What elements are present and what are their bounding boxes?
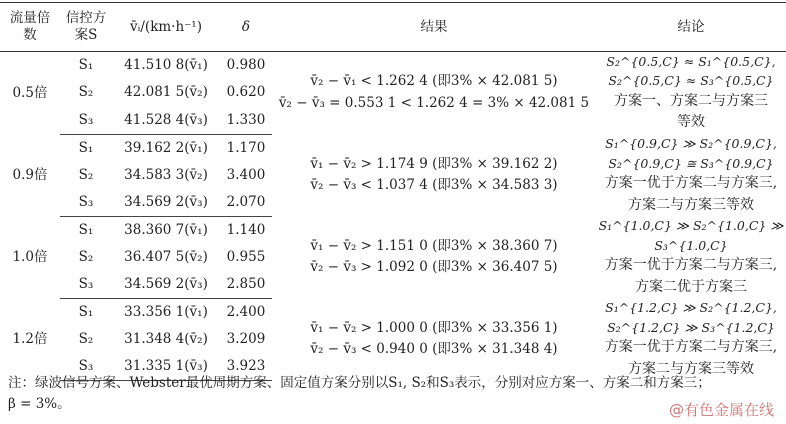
conclusion-line: 方案二与方案三等效 [628, 196, 754, 213]
speed-cell: 36.407 5(v̄₂) [124, 248, 208, 265]
delta-cell: 3.209 [226, 331, 266, 347]
results-table [0, 2, 786, 381]
conclusion-cell [596, 298, 786, 380]
table-row [0, 52, 786, 80]
conclusion-formula: S₁^{1.0,C} ≫ S₂^{1.0,C} ≫ S₃^{1.0,C} [598, 218, 784, 253]
result-line: v̄₁ − v̄₂ > 1.174 9 (即3% × 39.162 2) [310, 155, 558, 172]
conclusion-cell [596, 134, 786, 216]
note-line: 注：绿波信号方案、Webster最优周期方案、固定值方案分别以S₁, S₂和S₃表示，分别对应方案一、方案二和方案三； [8, 375, 711, 391]
speed-cell: 33.356 1(v̄₁) [124, 303, 208, 320]
header-conclusion: 结论 [596, 3, 786, 52]
flow-factor-cell: 1.2倍 [12, 331, 48, 347]
delta-cell: 0.955 [226, 248, 266, 265]
conclusion-line: 方案一优于方案二与方案三, [604, 339, 778, 356]
result-cell [272, 134, 596, 216]
result-cell [272, 298, 596, 380]
result-line: v̄₂ − v̄₁ < 1.262 4 (即3% × 42.081 5) [310, 73, 558, 90]
speed-cell: 34.569 2(v̄₃) [112, 189, 220, 216]
conclusion-line: 方案一、方案二与方案三 [614, 92, 768, 109]
speed-cell: 39.162 2(v̄₁) [124, 139, 208, 156]
conclusion-line: 方案一优于方案二与方案三, [604, 257, 778, 273]
conclusion-line: 等效 [677, 114, 705, 131]
table-row [0, 298, 786, 325]
delta-cell: 2.070 [220, 189, 272, 216]
note-line: β = 3%。 [8, 395, 71, 412]
header-row [0, 3, 786, 52]
conclusion-formula: S₁^{1.2,C} ≫ S₂^{1.2,C}, S₂^{1.2,C} ≫ S₃^{1.2,C} [605, 300, 777, 335]
speed-cell: 34.569 2(v̄₃) [112, 271, 220, 298]
scheme-cell: S₃ [60, 107, 112, 135]
result-line: v̄₁ − v̄₂ > 1.000 0 (即3% × 33.356 1) [310, 319, 558, 336]
scheme-cell: S₂ [78, 84, 94, 101]
header-flow-factor: 流量倍数 [0, 3, 60, 52]
speed-cell: 41.528 4(v̄₃) [112, 107, 220, 135]
conclusion-formula: S₁^{0.9,C} ≫ S₂^{0.9,C}, S₂^{0.9,C} ≅ S₃^{0.9,C} [605, 136, 777, 171]
header-scheme: 信控方案S [60, 3, 112, 52]
table-row [0, 216, 786, 243]
speed-cell: 38.360 7(v̄₁) [124, 221, 208, 238]
delta-cell: 3.400 [226, 166, 266, 183]
scheme-cell: S₂ [78, 166, 94, 183]
scheme-cell: S₁ [78, 57, 94, 74]
speed-cell: 41.510 8(v̄₁) [124, 57, 208, 74]
scheme-cell: S₂ [78, 248, 94, 265]
scheme-cell: S₁ [78, 221, 94, 238]
scheme-cell: S₃ [60, 271, 112, 298]
header-speed: v̄ᵢ/(km·h⁻¹) [112, 3, 220, 52]
scheme-cell: S₂ [78, 331, 94, 347]
speed-cell: 42.081 5(v̄₂) [124, 84, 208, 101]
conclusion-formula: S₂^{0.5,C} ≈ S₁^{0.5,C}, S₂^{0.5,C} ≈ S₃^{0.5,C} [606, 54, 776, 89]
watermark: @有色金属在线 [668, 401, 774, 419]
delta-cell: 3.923 [220, 353, 272, 380]
speed-cell: 31.348 4(v̄₂) [124, 331, 208, 347]
header-result: 结果 [272, 3, 596, 52]
table-row [0, 134, 786, 161]
result-line: v̄₂ − v̄₃ < 1.037 4 (即3% × 34.583 3) [310, 177, 558, 194]
flow-factor-cell: 0.9倍 [12, 166, 48, 183]
conclusion-line: 方案一优于方案二与方案三, [604, 174, 778, 191]
result-line: v̄₂ − v̄₃ > 1.092 0 (即3% × 36.407 5) [310, 259, 558, 276]
scheme-cell: S₃ [60, 189, 112, 216]
result-line: v̄₁ − v̄₂ > 1.151 0 (即3% × 38.360 7) [310, 237, 558, 254]
table-note [8, 373, 778, 415]
result-line: v̄₂ − v̄₃ = 0.553 1 < 1.262 4 = 3% × 42.081 5 [278, 95, 590, 112]
scheme-cell: S₁ [78, 303, 94, 320]
header-delta: δ [220, 3, 272, 52]
delta-cell: 1.330 [220, 107, 272, 135]
conclusion-cell [596, 216, 786, 298]
delta-cell: 1.140 [226, 221, 266, 238]
conclusion-line: 方案二优于方案三 [635, 278, 747, 295]
flow-factor-cell: 1.0倍 [12, 248, 48, 265]
speed-cell: 31.335 1(v̄₃) [112, 353, 220, 380]
result-cell [272, 52, 596, 135]
scheme-cell: S₃ [60, 353, 112, 380]
speed-cell: 34.583 3(v̄₂) [124, 166, 208, 183]
flow-factor-cell: 0.5倍 [12, 84, 48, 101]
delta-cell: 0.980 [226, 57, 266, 74]
delta-cell: 2.400 [226, 303, 266, 320]
result-cell [272, 216, 596, 298]
result-line: v̄₂ − v̄₃ < 0.940 0 (即3% × 31.348 4) [310, 341, 558, 358]
delta-cell: 1.170 [226, 139, 266, 156]
scheme-cell: S₁ [78, 139, 94, 156]
delta-cell: 2.850 [220, 271, 272, 298]
conclusion-line: 方案二与方案三等效 [628, 360, 754, 377]
conclusion-cell [596, 52, 786, 135]
delta-cell: 0.620 [226, 84, 266, 101]
